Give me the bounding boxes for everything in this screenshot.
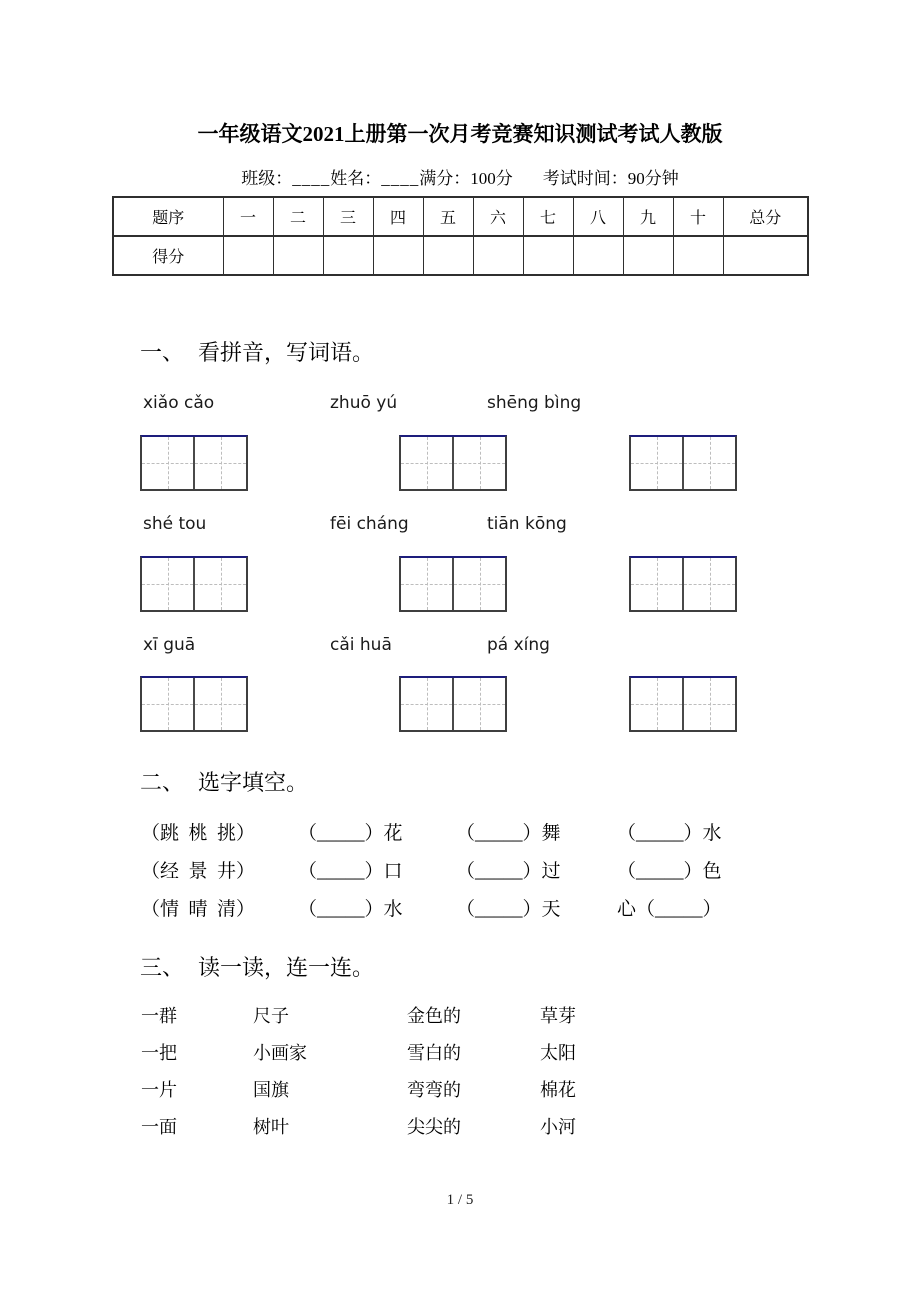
match-row [141,1002,821,1028]
section-heading-pinyin [140,336,374,367]
match-measure-word: 一片 [141,1080,177,1100]
blank-item: （_____）天 [456,899,561,920]
score-table-empty-cell [673,236,723,275]
blank-item: （_____）口 [298,861,403,882]
section-heading-fill [140,766,308,797]
match-measure-word: 一面 [141,1117,177,1137]
class-blank: ____ [292,169,331,188]
section-title: 读一读，连一连。 [198,955,375,980]
score-table-header-cell: 六 [473,197,523,236]
writing-box [399,435,507,491]
score-table-empty-cell [373,236,423,275]
writing-cell [452,437,505,489]
option-group: （情 晴 清） [141,899,256,920]
writing-box [399,676,507,732]
fill-blank-row [141,894,821,921]
blank-item: （_____）水 [617,823,722,844]
writing-cell [631,678,682,730]
score-table-header-cell: 三 [323,197,373,236]
writing-cell [401,437,452,489]
writing-box [140,676,248,732]
match-adjective: 雪白的 [407,1043,461,1063]
score-table-empty-cell [473,236,523,275]
score-table-header-cell: 一 [223,197,273,236]
match-row [141,1076,821,1102]
writing-cell [631,558,682,610]
writing-cell [682,558,735,610]
score-table-header-cell: 二 [273,197,323,236]
section-number: 三、 [140,955,185,980]
blank-item: （_____）花 [298,823,403,844]
match-noun: 尺子 [253,1006,289,1026]
score-table-empty-cell [573,236,623,275]
score-table-empty-cell [423,236,473,275]
score-table-header-cell: 七 [523,197,573,236]
fill-blank-row [141,818,821,845]
score-table [112,196,809,276]
match-noun: 国旗 [253,1080,289,1100]
writing-cell [193,678,246,730]
writing-cell [682,678,735,730]
match-target: 小河 [540,1117,576,1137]
exam-info-line [0,164,920,189]
score-table-header-cell: 四 [373,197,423,236]
score-table-header-cell: 题序 [113,197,223,236]
writing-box [629,435,737,491]
pinyin-label: xiǎo cǎo [143,393,215,413]
blank-item: （_____）过 [456,861,561,882]
score-table-empty-cell [723,236,808,275]
pinyin-label: shé tou [143,514,207,534]
writing-cell [452,678,505,730]
score-table-empty-cell [623,236,673,275]
blank-item: （_____）色 [617,861,722,882]
writing-box [399,556,507,612]
score-table-empty-cell [323,236,373,275]
writing-cell [682,437,735,489]
full-score-label: 满分：100分 [419,169,513,188]
match-noun: 小画家 [253,1043,307,1063]
exam-time-label: 考试时间：90分钟 [542,169,679,188]
writing-cell [142,558,193,610]
option-group: （经 景 井） [141,861,256,882]
score-table-header-cell: 五 [423,197,473,236]
pinyin-label: tiān kōng [487,514,567,534]
match-adjective: 尖尖的 [407,1117,461,1137]
score-row-label: 得分 [113,236,223,275]
pinyin-label: zhuō yú [330,393,398,413]
match-adjective: 弯弯的 [407,1080,461,1100]
name-label: 姓名： [330,169,382,188]
score-table-empty-cell [273,236,323,275]
match-measure-word: 一把 [141,1043,177,1063]
fill-blank-row [141,856,821,883]
option-group: （跳 桃 挑） [141,823,256,844]
page-number-indicator: 1 / 5 [446,1192,474,1208]
pinyin-label: pá xíng [487,635,550,655]
section-number: 二、 [140,770,185,795]
pinyin-label: xī guā [143,635,196,655]
writing-cell [193,558,246,610]
writing-cell [193,437,246,489]
pinyin-label: fēi cháng [330,514,409,534]
writing-cell [142,678,193,730]
blank-item: （_____）水 [298,899,403,920]
blank-item: （_____）舞 [456,823,561,844]
section-title: 选字填空。 [198,770,309,795]
match-noun: 树叶 [253,1117,289,1137]
blank-item: 心（_____） [617,899,722,920]
writing-box [629,556,737,612]
page-title: 一年级语文2021上册第一次月考竞赛知识测试考试人教版 [197,122,723,146]
writing-box [629,676,737,732]
writing-cell [401,678,452,730]
match-row [141,1039,821,1065]
score-table-header-cell: 总分 [723,197,808,236]
score-table-header-cell: 九 [623,197,673,236]
writing-cell [142,437,193,489]
name-blank: ____ [381,169,420,188]
writing-cell [631,437,682,489]
match-measure-word: 一群 [141,1006,177,1026]
match-target: 草芽 [540,1006,576,1026]
match-target: 棉花 [540,1080,576,1100]
class-label: 班级： [241,169,293,188]
match-adjective: 金色的 [407,1006,461,1026]
writing-box [140,556,248,612]
pinyin-label: shēng bìng [487,393,582,413]
match-row [141,1113,821,1139]
writing-cell [452,558,505,610]
writing-box [140,435,248,491]
pinyin-label: cǎi huā [330,635,392,655]
writing-cell [401,558,452,610]
section-heading-match [140,951,374,982]
score-table-empty-cell [223,236,273,275]
score-table-header-cell: 十 [673,197,723,236]
score-table-empty-cell [523,236,573,275]
match-target: 太阳 [540,1043,576,1063]
score-table-header-cell: 八 [573,197,623,236]
section-title: 看拼音，写词语。 [198,340,375,365]
score-table-header-row [113,197,808,236]
score-table-score-row [113,236,808,275]
section-number: 一、 [140,340,185,365]
